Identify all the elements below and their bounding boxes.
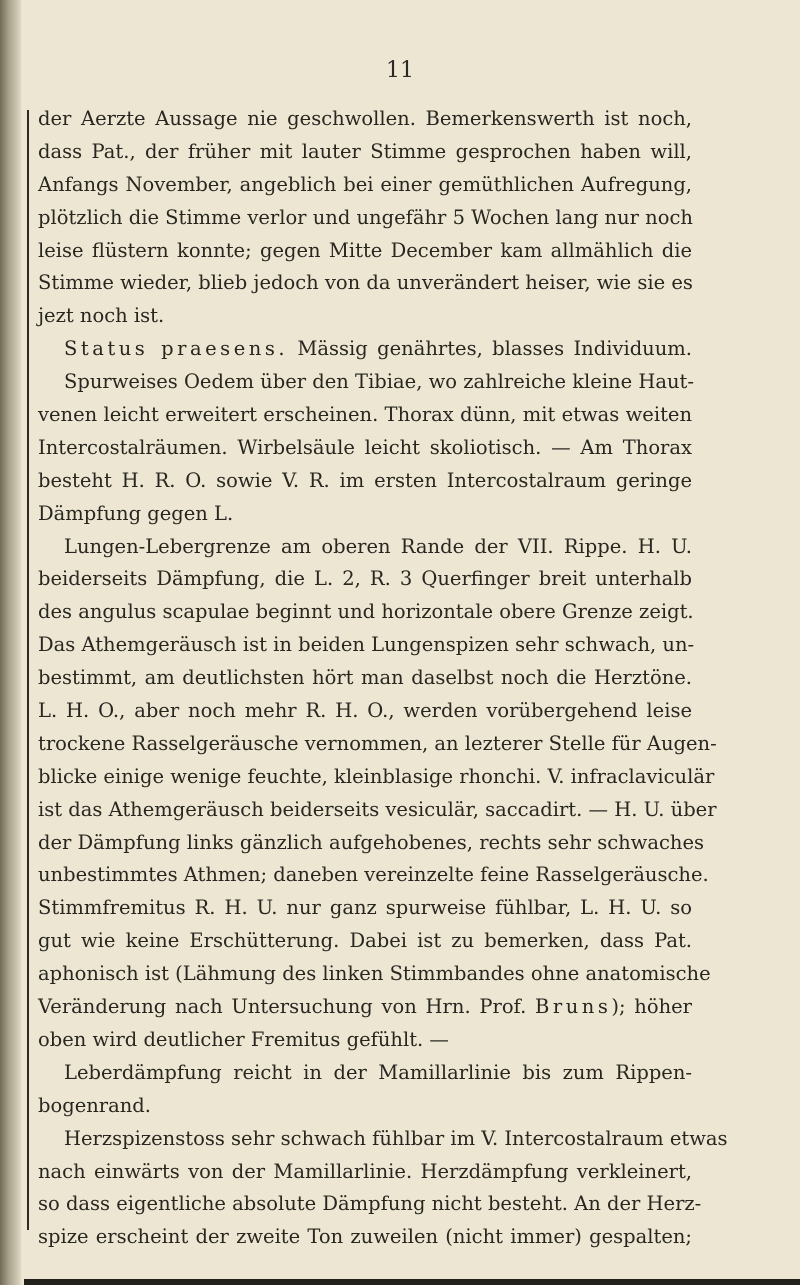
body-text xyxy=(38,103,728,1254)
text-line: venen leicht erweitert erscheinen. Thorax dünn, mit etwas weiten xyxy=(38,403,692,427)
text-line: L. H. O., aber noch mehr R. H. O., werden vorübergehend leise xyxy=(38,699,692,723)
text-line: Lungen-Lebergrenze am oberen Rande der VII. Rippe. H. U. xyxy=(64,534,692,558)
section-heading: Status praesens. xyxy=(64,337,289,361)
text-line: der Dämpfung links gänzlich aufgehobenes, rechts sehr schwaches xyxy=(38,830,705,854)
text-line: plötzlich die Stimme verlor und ungefähr 5 Wochen lang nur noch xyxy=(38,205,693,229)
text-line: bogenrand. xyxy=(38,1093,151,1117)
text-run: Veränderung nach Untersuchung von Hrn. Prof. xyxy=(38,995,536,1019)
text-line: dass Pat., der früher mit lauter Stimme gesprochen haben will, xyxy=(38,139,692,163)
text-line: Dämpfung gegen L. xyxy=(38,501,234,525)
text-line: beiderseits Dämpfung, die L. 2, R. 3 Querfinger breit unterhalb xyxy=(38,567,692,591)
text-line: unbestimmtes Athmen; daneben vereinzelte feine Rasselgeräusche. xyxy=(38,863,709,887)
text-line: besteht H. R. O. sowie V. R. im ersten Intercostalraum geringe xyxy=(38,468,692,492)
text-line: oben wird deutlicher Fremitus gefühlt. — xyxy=(38,1027,449,1051)
text-line: Stimme wieder, blieb jedoch von da unverändert heiser, wie sie es xyxy=(38,271,693,295)
text-line: Anfangs November, angeblich bei einer gemüthlichen Aufregung, xyxy=(38,172,692,196)
text-line: des angulus scapulae beginnt und horizontale obere Grenze zeigt. xyxy=(38,600,694,624)
text-line: nach einwärts von der Mamillarlinie. Herzdämpfung verkleinert, xyxy=(38,1159,692,1183)
text-run: Mässig genährtes, blasses Individuum. xyxy=(288,337,692,361)
text-line: bestimmt, am deutlichsten hört man daselbst noch die Herztöne. xyxy=(38,666,692,690)
text-line: Das Athemgeräusch ist in beiden Lungenspizen sehr schwach, un- xyxy=(38,633,695,657)
text-line: so dass eigentliche absolute Dämpfung nicht besteht. An der Herz- xyxy=(38,1192,702,1216)
scan-bottom-edge xyxy=(24,1279,800,1285)
text-line: aphonisch ist (Lähmung des linken Stimmbandes ohne anatomische xyxy=(38,962,711,986)
text-line: Spurweises Oedem über den Tibiae, wo zahlreiche kleine Haut- xyxy=(64,370,694,394)
text-run: ); höher xyxy=(611,995,692,1019)
page-number: 11 xyxy=(386,58,414,83)
text-line xyxy=(38,333,692,366)
scanned-page-edge xyxy=(0,0,22,1285)
text-line: Intercostalräumen. Wirbelsäule leicht skoliotisch. — Am Thorax xyxy=(38,435,692,459)
author-name: Bruns xyxy=(535,995,612,1019)
text-line: Herzspizenstoss sehr schwach fühlbar im V. Intercostalraum etwas xyxy=(64,1126,728,1150)
text-line xyxy=(38,991,692,1024)
text-line: der Aerzte Aussage nie geschwollen. Bemerkenswerth ist noch, xyxy=(38,107,692,130)
text-line: spize erscheint der zweite Ton zuweilen (nicht immer) gespalten; xyxy=(38,1225,692,1249)
text-line: leise flüstern konnte; gegen Mitte December kam allmählich die xyxy=(38,238,692,262)
text-line: ist das Athemgeräusch beiderseits vesiculär, saccadirt. — H. U. über xyxy=(38,797,717,821)
text-line: gut wie keine Erschütterung. Dabei ist zu bemerken, dass Pat. xyxy=(38,929,692,953)
text-line: Leberdämpfung reicht in der Mamillarlinie bis zum Rippen- xyxy=(64,1060,692,1084)
text-line: Stimmfremitus R. H. U. nur ganz spurweise fühlbar, L. H. U. so xyxy=(38,896,692,920)
text-line: jezt noch ist. xyxy=(38,304,165,328)
text-line: blicke einige wenige feuchte, kleinblasige rhonchi. V. infraclaviculär xyxy=(38,764,715,788)
text-line: trockene Rasselgeräusche vernommen, an lezterer Stelle für Augen- xyxy=(38,731,717,755)
